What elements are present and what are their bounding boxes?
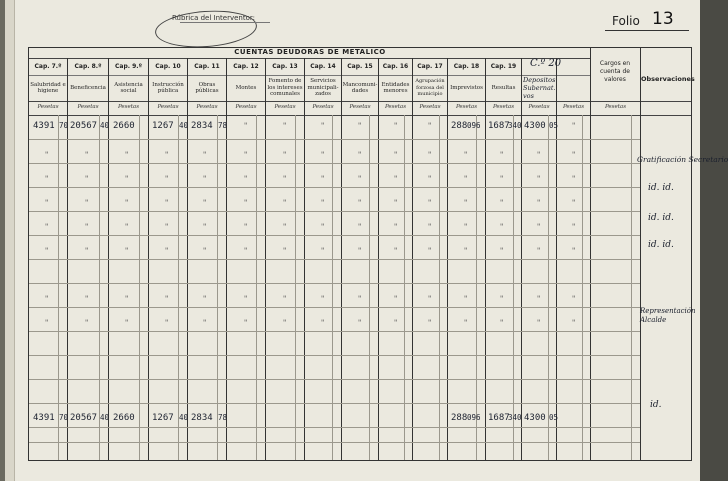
column-cap: Cap. 18 — [453, 63, 480, 70]
amount-cents: 340 — [508, 413, 522, 422]
ditto-mark: " — [203, 319, 207, 327]
amount-cents: 05 — [549, 121, 559, 130]
ditto-mark: " — [464, 295, 468, 303]
ditto-mark: " — [283, 223, 287, 231]
ditto-mark: " — [428, 223, 432, 231]
ditto-mark: " — [394, 199, 398, 207]
amount-cents: 70 — [59, 413, 69, 422]
ditto-mark: " — [165, 247, 169, 255]
ditto-mark: " — [537, 151, 541, 159]
ditto-mark: " — [85, 175, 89, 183]
amount-cents: 40 — [179, 121, 189, 130]
observation-note: id. id. — [648, 240, 674, 250]
unit-label: Pesetas — [235, 104, 257, 110]
column-cap: Cap. 8.º — [74, 63, 102, 70]
unit-label: Pesetas — [274, 104, 296, 110]
ditto-mark: " — [572, 199, 576, 207]
cents-divider — [332, 115, 333, 460]
ditto-mark: " — [283, 319, 287, 327]
ditto-mark: " — [125, 319, 129, 327]
column-cap: Cap. 11 — [194, 63, 220, 70]
ditto-mark: " — [125, 151, 129, 159]
row-line — [29, 331, 640, 332]
cents-divider — [439, 115, 440, 460]
ditto-mark: " — [428, 151, 432, 159]
amount-cents: 096 — [467, 413, 481, 422]
ditto-mark: " — [537, 319, 541, 327]
ditto-mark: " — [537, 175, 541, 183]
column-description: Instrucción pública — [152, 81, 184, 94]
amount-pesetas: 288 — [451, 121, 468, 131]
ditto-mark: " — [283, 151, 287, 159]
ditto-mark: " — [283, 175, 287, 183]
amount-pesetas: 4391 — [33, 413, 55, 423]
amount-pesetas: 2660 — [113, 413, 135, 423]
column-description-handwritten: Depositos Subernat. vos — [523, 76, 556, 100]
amount-pesetas: 2834 — [191, 413, 213, 423]
ditto-mark: " — [464, 247, 468, 255]
ditto-mark: " — [572, 295, 576, 303]
unit-label: Pesetas — [419, 104, 441, 110]
column-description: Mancomuni-dades — [342, 81, 378, 94]
ditto-mark: " — [464, 175, 468, 183]
ditto-mark: " — [321, 175, 325, 183]
ditto-mark: " — [572, 122, 576, 130]
column-description: Imprevistos — [450, 84, 483, 91]
ditto-mark: " — [500, 175, 504, 183]
unit-rule — [29, 115, 691, 116]
row-line — [29, 427, 640, 428]
column-description: Montes — [235, 84, 257, 91]
ditto-mark: " — [500, 295, 504, 303]
ditto-mark: " — [203, 223, 207, 231]
ditto-mark: " — [358, 199, 362, 207]
cents-divider — [369, 115, 370, 460]
ditto-mark: " — [321, 223, 325, 231]
column-cap: Cap. 10 — [155, 63, 181, 70]
unit-label: Pesetas — [37, 104, 59, 110]
column-cap-handwritten: C.º 20 — [530, 58, 562, 69]
ditto-mark: " — [45, 175, 49, 183]
row-line — [29, 139, 640, 140]
ditto-mark: " — [358, 223, 362, 231]
ditto-mark: " — [394, 151, 398, 159]
row-line — [29, 442, 640, 443]
amount-pesetas: 2834 — [191, 121, 213, 131]
ditto-mark: " — [203, 247, 207, 255]
ditto-mark: " — [500, 247, 504, 255]
amount-pesetas: 1687 — [488, 121, 510, 131]
ditto-mark: " — [125, 295, 129, 303]
amount-cents: 78 — [218, 121, 228, 130]
column-description: Obras públicas — [195, 81, 219, 94]
rubrica-label: Rúbrica del Interventor: — [172, 14, 255, 22]
ditto-mark: " — [244, 122, 248, 130]
ditto-mark: " — [165, 175, 169, 183]
amount-cents: 70 — [59, 121, 69, 130]
ditto-mark: " — [244, 223, 248, 231]
cents-divider — [404, 115, 405, 460]
ditto-mark: " — [394, 122, 398, 130]
column-cap: Cap. 7.º — [34, 63, 62, 70]
column-description: Salubridad e higiene — [30, 81, 66, 94]
ditto-mark: " — [165, 199, 169, 207]
column-description: Entidades menores — [381, 81, 410, 94]
cents-divider — [631, 115, 632, 460]
ditto-mark: " — [45, 247, 49, 255]
ditto-mark: " — [572, 151, 576, 159]
cents-divider — [513, 115, 514, 460]
ditto-mark: " — [125, 175, 129, 183]
amount-pesetas: 1687 — [488, 413, 510, 423]
amount-cents: 40 — [100, 413, 110, 422]
ditto-mark: " — [283, 122, 287, 130]
ditto-mark: " — [428, 122, 432, 130]
row-line — [29, 283, 640, 284]
ditto-mark: " — [358, 122, 362, 130]
ditto-mark: " — [537, 199, 541, 207]
ditto-mark: " — [321, 151, 325, 159]
ditto-mark: " — [283, 247, 287, 255]
column-cap: Cap. 17 — [417, 63, 443, 70]
amount-cents: 78 — [218, 413, 228, 422]
column-description: Agrupación forzosa del municipio — [415, 78, 445, 98]
unit-label: Pesetas — [604, 104, 627, 110]
amount-cents: 40 — [179, 413, 189, 422]
ditto-mark: " — [283, 295, 287, 303]
header-rule — [29, 101, 691, 102]
ditto-mark: " — [394, 247, 398, 255]
row-line — [29, 235, 640, 236]
ditto-mark: " — [125, 223, 129, 231]
amount-pesetas: 20567 — [70, 121, 98, 131]
folio-underline — [605, 30, 689, 31]
ditto-mark: " — [572, 247, 576, 255]
cents-divider — [58, 115, 59, 460]
ditto-mark: " — [358, 175, 362, 183]
observation-note: id. id. — [648, 213, 674, 223]
unit-label: Pesetas — [528, 104, 550, 110]
column-description: Fomento de los intereses comunales — [267, 78, 303, 98]
column-description: Beneficencia — [70, 84, 106, 91]
column-description: Resultas — [491, 84, 516, 91]
column-cap: Cap. 13 — [272, 63, 298, 70]
ditto-mark: " — [244, 151, 248, 159]
ditto-mark: " — [165, 319, 169, 327]
ditto-mark: " — [283, 199, 287, 207]
ditto-mark: " — [394, 223, 398, 231]
column-cap: Cap. 16 — [382, 63, 409, 70]
amount-cents: 096 — [467, 121, 481, 130]
cents-divider — [256, 115, 257, 460]
unit-label: Pesetas — [349, 104, 371, 110]
amount-cents: 05 — [549, 413, 559, 422]
ditto-mark: " — [500, 151, 504, 159]
ditto-mark: " — [358, 151, 362, 159]
ditto-mark: " — [500, 223, 504, 231]
cents-divider — [295, 115, 296, 460]
ditto-mark: " — [85, 295, 89, 303]
ditto-mark: " — [85, 199, 89, 207]
ditto-mark: " — [394, 175, 398, 183]
amount-pesetas: 288 — [451, 413, 468, 423]
observation-note: id. id. — [648, 183, 674, 193]
observaciones-header: Observaciones — [641, 75, 695, 83]
cents-divider — [99, 115, 100, 460]
observation-note: Gratificación Secretario — [637, 155, 728, 164]
ditto-mark: " — [358, 319, 362, 327]
table-title: CUENTAS DEUDORAS DE METALICO — [234, 48, 386, 56]
ditto-mark: " — [203, 295, 207, 303]
folio-number: 13 — [652, 9, 674, 29]
ditto-mark: " — [358, 295, 362, 303]
amount-pesetas: 1267 — [152, 121, 174, 131]
row-line — [29, 403, 640, 404]
ditto-mark: " — [45, 223, 49, 231]
row-line — [29, 259, 640, 260]
amount-cents: 340 — [508, 121, 522, 130]
row-line — [29, 211, 640, 212]
amount-pesetas: 4391 — [33, 121, 55, 131]
cents-divider — [582, 115, 583, 460]
ditto-mark: " — [45, 295, 49, 303]
ditto-mark: " — [165, 151, 169, 159]
cargos-header: Cargos en cuenta de valores — [599, 60, 631, 83]
amount-pesetas: 4300 — [524, 413, 546, 423]
cents-divider — [178, 115, 179, 460]
ditto-mark: " — [500, 319, 504, 327]
unit-label: Pesetas — [77, 104, 99, 110]
cents-divider — [217, 115, 218, 460]
ditto-mark: " — [428, 319, 432, 327]
ditto-mark: " — [428, 175, 432, 183]
row-line — [29, 355, 640, 356]
ditto-mark: " — [537, 295, 541, 303]
ditto-mark: " — [464, 199, 468, 207]
row-line — [29, 187, 640, 188]
ditto-mark: " — [464, 223, 468, 231]
unit-label: Pesetas — [117, 104, 140, 110]
ditto-mark: " — [537, 223, 541, 231]
column-cap: Cap. 19 — [490, 63, 517, 70]
cents-divider — [139, 115, 140, 460]
folio-label: Folio — [612, 14, 640, 28]
amount-cents: 40 — [100, 121, 110, 130]
amount-pesetas: 4300 — [524, 121, 546, 131]
column-divider — [640, 47, 641, 460]
row-line — [29, 379, 640, 380]
unit-label: Pesetas — [492, 104, 515, 110]
ditto-mark: " — [244, 247, 248, 255]
ditto-mark: " — [45, 199, 49, 207]
ditto-mark: " — [572, 175, 576, 183]
unit-label: Pesetas — [157, 104, 179, 110]
ditto-mark: " — [165, 295, 169, 303]
ditto-mark: " — [85, 223, 89, 231]
column-cap: Cap. 15 — [347, 63, 373, 70]
observation-note: id. — [650, 400, 662, 410]
ditto-mark: " — [85, 151, 89, 159]
ditto-mark: " — [321, 199, 325, 207]
ditto-mark: " — [203, 175, 207, 183]
ditto-mark: " — [500, 199, 504, 207]
amount-pesetas: 1267 — [152, 413, 174, 423]
ditto-mark: " — [428, 295, 432, 303]
ditto-mark: " — [572, 319, 576, 327]
ditto-mark: " — [321, 295, 325, 303]
unit-label: Pesetas — [312, 104, 334, 110]
ditto-mark: " — [45, 319, 49, 327]
ditto-mark: " — [464, 319, 468, 327]
title-rule — [29, 58, 590, 59]
stamp-line — [180, 22, 270, 23]
ditto-mark: " — [244, 319, 248, 327]
column-cap: Cap. 14 — [310, 63, 336, 70]
ditto-mark: " — [203, 151, 207, 159]
ditto-mark: " — [244, 199, 248, 207]
cents-divider — [476, 115, 477, 460]
ditto-mark: " — [321, 122, 325, 130]
ditto-mark: " — [125, 247, 129, 255]
ditto-mark: " — [45, 151, 49, 159]
ditto-mark: " — [394, 295, 398, 303]
unit-label: Pesetas — [384, 104, 407, 110]
amount-pesetas: 2660 — [113, 121, 135, 131]
unit-label: Pesetas — [196, 104, 218, 110]
ditto-mark: " — [428, 247, 432, 255]
ditto-mark: " — [125, 199, 129, 207]
amount-pesetas: 20567 — [70, 413, 98, 423]
ditto-mark: " — [428, 199, 432, 207]
ditto-mark: " — [358, 247, 362, 255]
ditto-mark: " — [537, 247, 541, 255]
unit-label: Pesetas — [562, 104, 585, 110]
ditto-mark: " — [572, 223, 576, 231]
column-cap: Cap. 12 — [233, 63, 259, 70]
ditto-mark: " — [464, 151, 468, 159]
unit-label: Pesetas — [455, 104, 478, 110]
ditto-mark: " — [321, 247, 325, 255]
ditto-mark: " — [244, 175, 248, 183]
ditto-mark: " — [203, 199, 207, 207]
ditto-mark: " — [85, 247, 89, 255]
cents-divider — [548, 115, 549, 460]
column-cap: Cap. 9.º — [115, 63, 142, 70]
ditto-mark: " — [165, 223, 169, 231]
column-description: Asistencia social — [114, 81, 143, 94]
observation-note: Representación Alcalde — [640, 307, 696, 324]
book-binding — [0, 0, 5, 481]
ditto-mark: " — [85, 319, 89, 327]
ditto-mark: " — [321, 319, 325, 327]
ditto-mark: " — [394, 319, 398, 327]
column-description: Servicios municipali-zados — [307, 78, 339, 98]
ditto-mark: " — [244, 295, 248, 303]
row-line — [29, 163, 640, 164]
row-line — [29, 307, 640, 308]
